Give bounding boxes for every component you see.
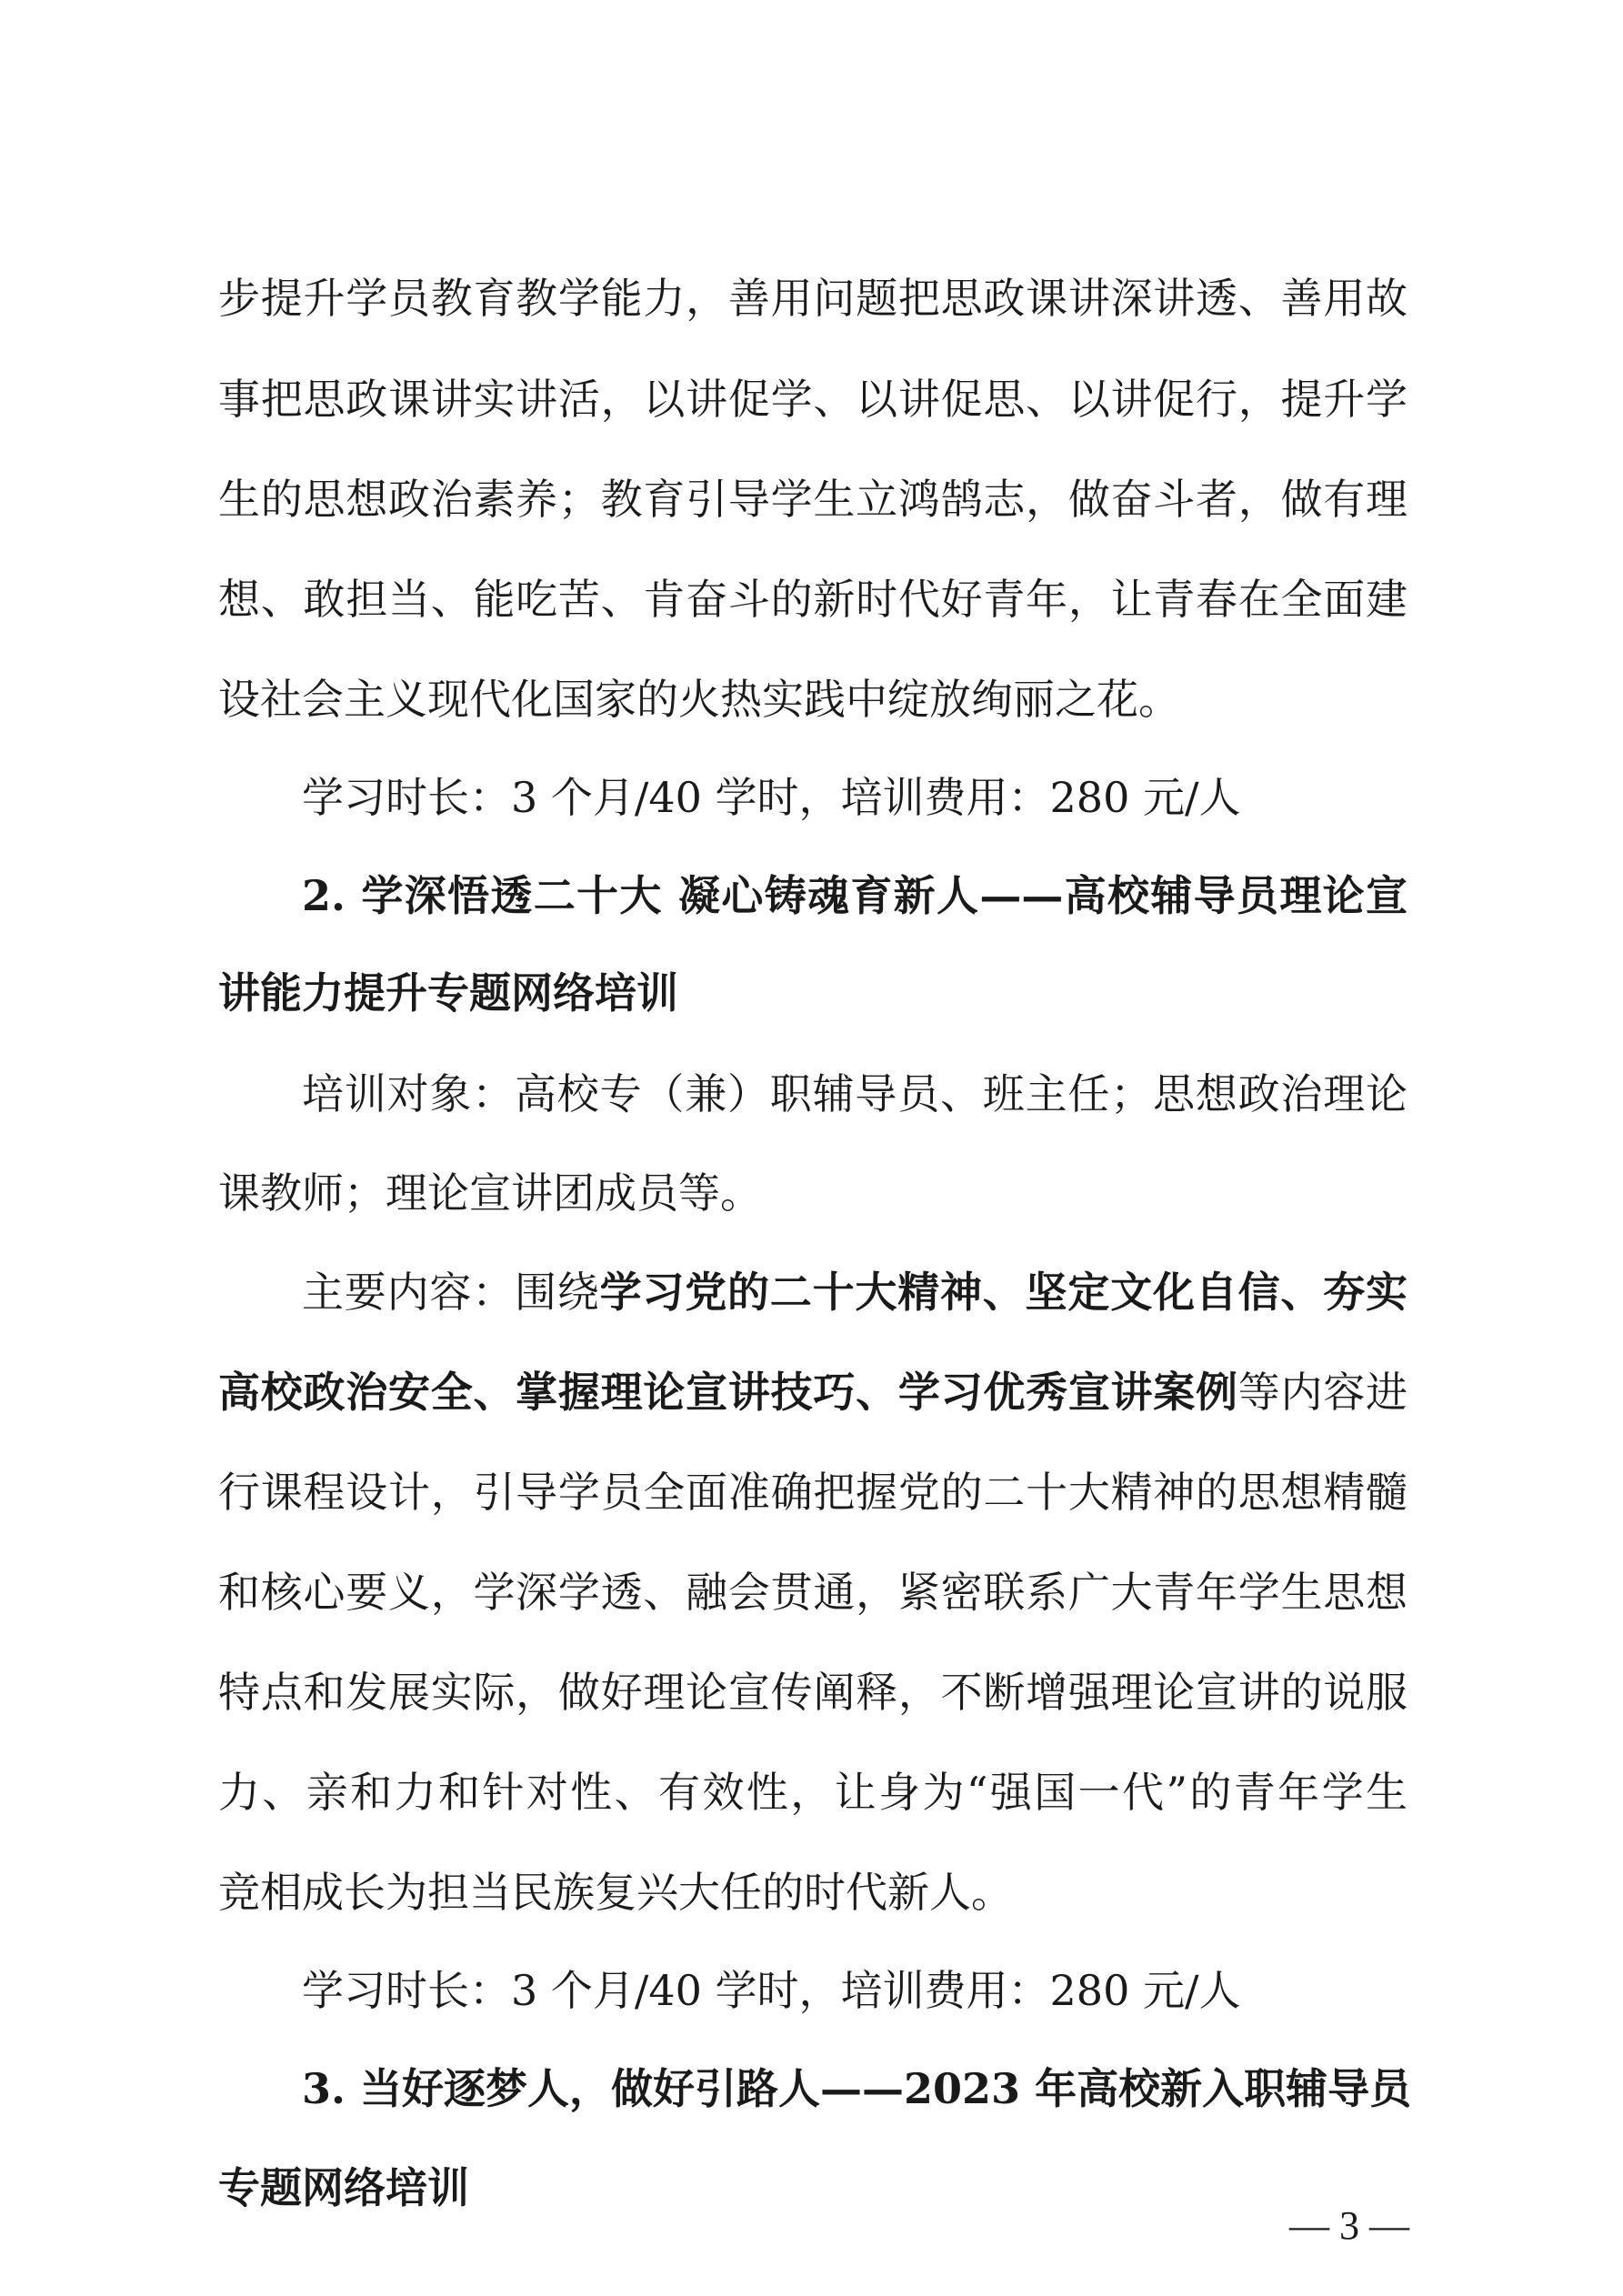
content-line: 力、亲和力和针对性、有效性，让身为“强国一代”的青年学生 [218,1768,1408,1817]
content-line [218,1365,1408,1419]
audience-line: 培训对象：高校专（兼）职辅导员、班主任；思想政治理论 [302,1069,1408,1118]
page-number: — 3 — [1289,2203,1409,2248]
paragraph-line: 步提升学员教育教学能力，善用问题把思政课讲深讲透、善用故 [218,274,1408,323]
paragraph-line: 想、敢担当、能吃苦、肯奋斗的新时代好青年，让青春在全面建 [218,575,1408,624]
paragraph-line: 生的思想政治素养；教育引导学生立鸿鹄志，做奋斗者，做有理 [218,475,1408,524]
content-suffix: 等内容进 [1237,1368,1408,1417]
content-line: 竞相成长为担当民族复兴大任的时代新人。 [218,1868,1013,1917]
content-line: 特点和发展实际，做好理论宣传阐释，不断增强理论宣讲的说服 [218,1668,1408,1717]
content-emphasis: 高校政治安全、掌握理论宣讲技巧、学习优秀宣讲案例 [218,1368,1238,1417]
audience-line: 课教师；理论宣讲团成员等。 [218,1168,762,1218]
section-heading: 2. 学深悟透二十大 凝心铸魂育新人——高校辅导员理论宣 [302,871,1408,920]
paragraph-line: 事把思政课讲实讲活，以讲促学、以讲促思、以讲促行，提升学 [218,375,1408,424]
section-heading: 专题网络培训 [218,2163,469,2212]
section-heading: 3. 当好逐梦人，做好引路人——2023 年高校新入职辅导员 [302,2064,1412,2113]
content-line [302,1265,1408,1319]
section-heading: 讲能力提升专题网络培训 [218,968,678,1018]
content-line: 行课程设计，引导学员全面准确把握党的二十大精神的思想精髓 [218,1468,1408,1517]
duration-fee-line: 学习时长：3 个月/40 学时，培训费用：280 元/人 [302,1966,1241,2015]
content-line: 和核心要义，学深学透、融会贯通，紧密联系广大青年学生思想 [218,1568,1408,1617]
content-emphasis: 学习党的二十大精神、坚定文化自信、夯实 [599,1268,1408,1317]
content-prefix: 主要内容：围绕 [302,1268,600,1317]
paragraph-line: 设社会主义现代化国家的火热实践中绽放绚丽之花。 [218,675,1180,724]
duration-fee-line: 学习时长：3 个月/40 学时，培训费用：280 元/人 [302,773,1241,822]
